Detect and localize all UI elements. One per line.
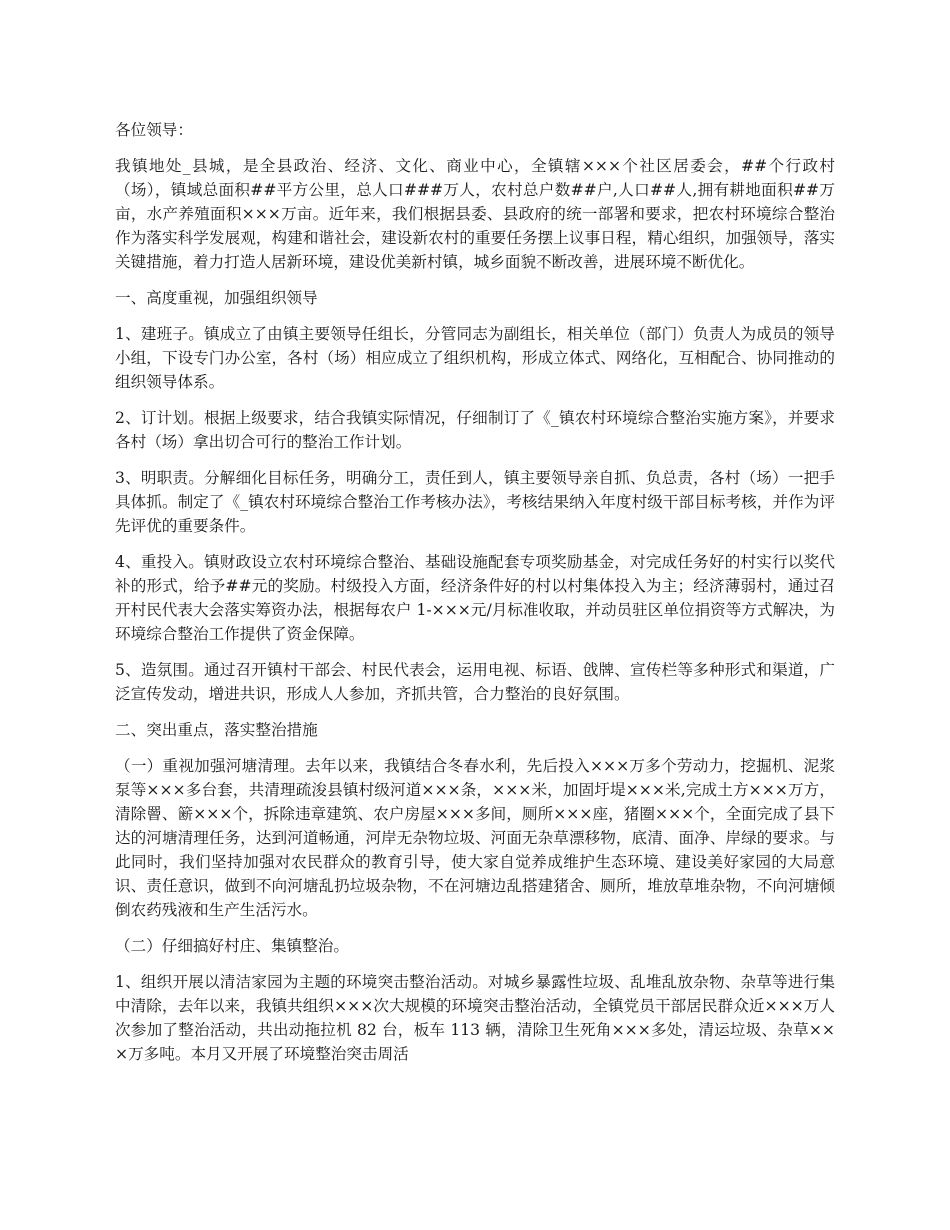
paragraph-atmosphere: 5、造氛围。通过召开镇村干部会、村民代表会，运用电视、标语、戗牌、宣传栏等多种形式和渠道，广泛宣传发动，增进共识，形成人人参加，齐抓共管，合力整治的良好氛围。 <box>115 661 835 703</box>
paragraph-build-team: 1、建班子。镇成立了由镇主要领导任组长，分管同志为副组长，相关单位（部门）负责人为成员的领导小组，下设专门办公室，各村（场）相应成立了组织机构，形成立体式、网络化，互相配合、协同推动的组织领导体系。 <box>115 325 835 391</box>
salutation: 各位领导： <box>115 121 193 139</box>
document-body <box>115 118 835 1078</box>
subsection-heading-village: （二）仔细搞好村庄、集镇整治。 <box>115 937 349 955</box>
paragraph-responsibility: 3、明职责。分解细化目标任务，明确分工，责任到人，镇主要领导亲自抓、负总责，各村（场）一把手具体抓。制定了《_镇农村环境综合整治工作考核办法》，考核结果纳入年度村级干部目标考核，并作为评先评优的重要条件。 <box>115 469 835 535</box>
paragraph-investment: 4、重投入。镇财政设立农村环境综合整治、基础设施配套专项奖励基金，对完成任务好的村实行以奖代补的形式，给予##元的奖励。村级投入方面，经济条件好的村以村集体投入为主；经济薄弱村，通过召开村民代表大会落实筹资办法，根据每农户 1-×××元/月标准收取，并动员驻区单位捐资等方式解决，为环境综合整治工作提供了资金保障。 <box>115 553 835 643</box>
section-heading-2: 二、突出重点，落实整治措施 <box>115 721 318 739</box>
section-heading-1: 一、高度重视，加强组织领导 <box>115 289 318 307</box>
paragraph-river-cleanup: （一）重视加强河塘清理。去年以来，我镇结合冬春水利，先后投入×××万多个劳动力，挖掘机、泥浆泵等×××多台套，共清理疏浚县镇村级河道×××条，×××米，加固圩堤×××米,完成土方×××万方，清除罾、簖×××个，拆除违章建筑、农户房屋×××多间，厕所×××座，猪圈×××个，全面完成了县下达的河塘清理任务，达到河道畅通，河岸无杂物垃圾、河面无杂草漂移物，底清、面净、岸绿的要求。与此同时，我们坚持加强对农民群众的教育引导，使大家自觉养成维护生态环境、建设美好家园的大局意识、责任意识，做到不向河塘乱扔垃圾杂物，不在河塘边乱搭建猪舍、厕所，堆放草堆杂物，不向河塘倾倒农药残液和生产生活污水。 <box>115 757 835 919</box>
paragraph-plan: 2、订计划。根据上级要求，结合我镇实际情况，仔细制订了《_镇农村环境综合整治实施方案》，并要求各村（场）拿出切合可行的整治工作计划。 <box>115 409 835 451</box>
paragraph-intro: 我镇地处_县城，是全县政治、经济、文化、商业中心，全镇辖×××个社区居委会，##个行政村（场），镇域总面积##平方公里，总人口###万人，农村总户数##户,人口##人,拥有耕地面积##万亩，水产养殖面积×××万亩。近年来，我们根据县委、县政府的统一部署和要求，把农村环境综合整治作为落实科学发展观，构建和谐社会，建设新农村的重要任务摆上议事日程，精心组织，加强领导，落实关键措施，着力打造人居新环境，建设优美新村镇，城乡面貌不断改善，进展环境不断优化。 <box>115 157 835 271</box>
paragraph-cleanup-campaign: 1、组织开展以清洁家园为主题的环境突击整治活动。对城乡暴露性垃圾、乱堆乱放杂物、杂草等进行集中清除，去年以来，我镇共组织×××次大规模的环境突击整治活动，全镇党员干部居民群众近×××万人次参加了整治活动，共出动拖拉机 82 台，板车 113 辆，清除卫生死角×××多处，清运垃圾、杂草×××万多吨。本月又开展了环境整治突击周活 <box>115 973 835 1063</box>
